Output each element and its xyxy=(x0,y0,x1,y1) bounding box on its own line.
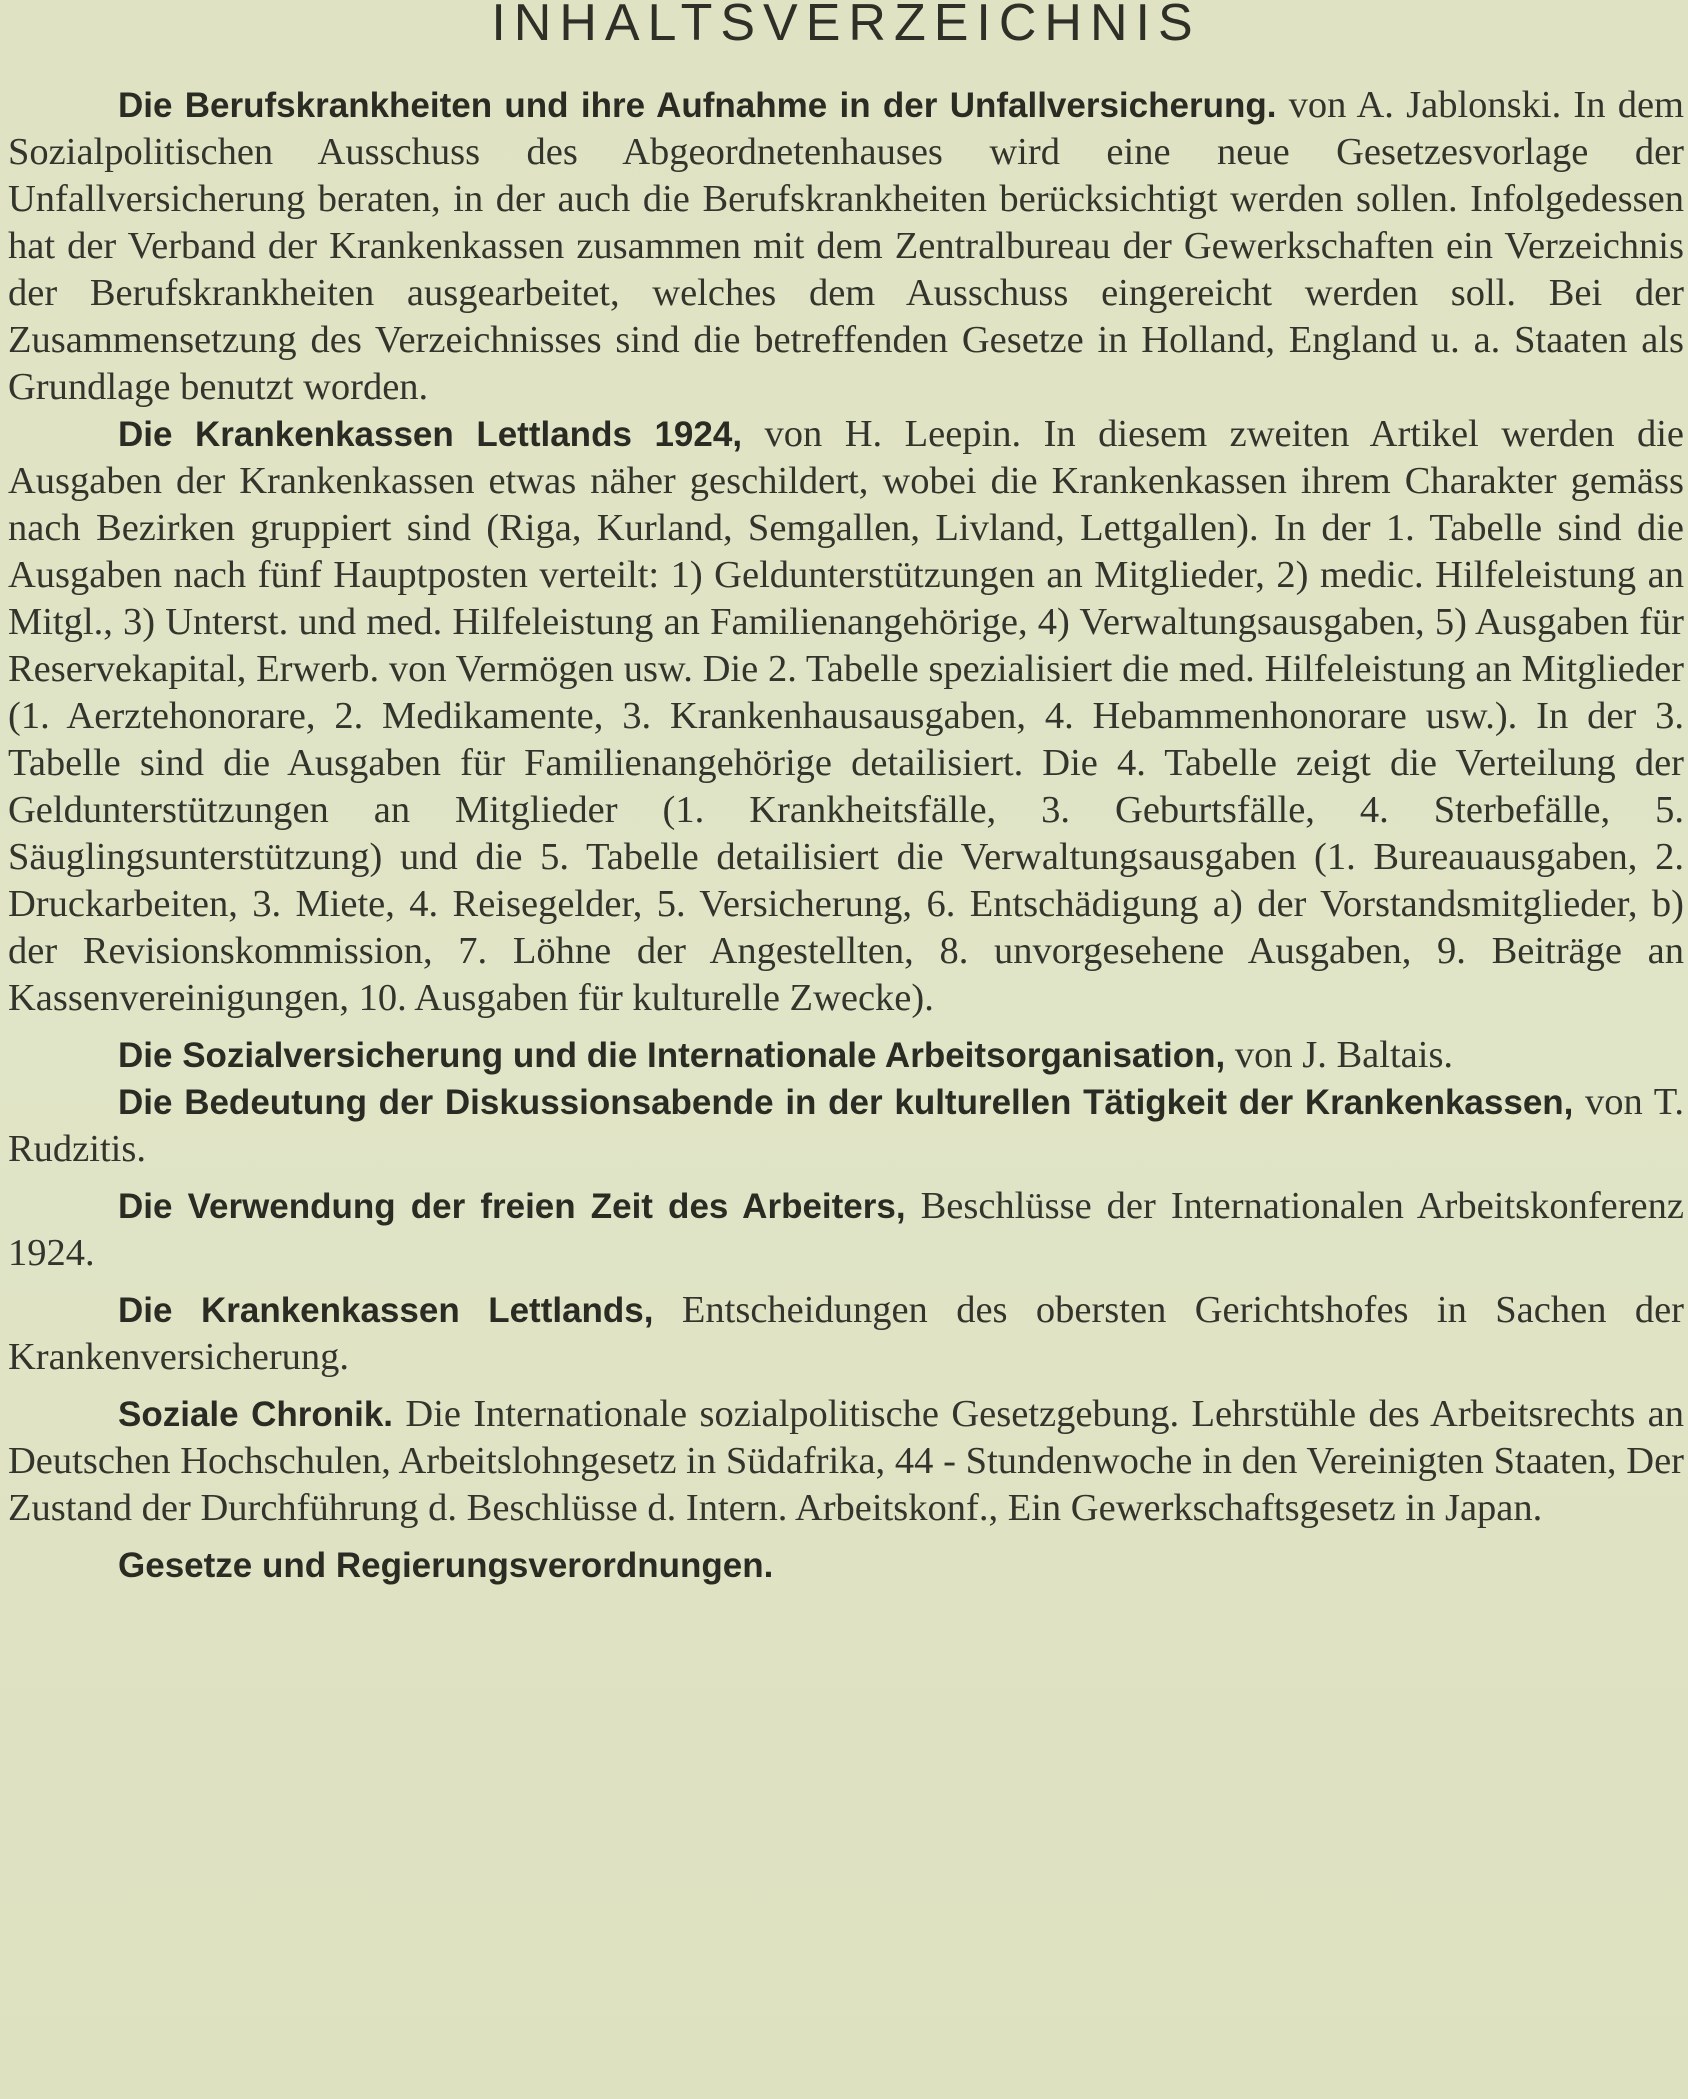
entry-text: Entscheidungen des obersten Gerichtshofes in Sachen der Krankenversicherung. xyxy=(8,1289,1684,1378)
entry-text: Beschlüsse der Internationalen Arbeitskonferenz 1924. xyxy=(8,1185,1684,1274)
entry-heading: Die Sozialversicherung und die Internationale Arbeitsorganisation, xyxy=(118,1036,1226,1075)
entry-heading: Die Berufskrankheiten und ihre Aufnahme in der Unfallversicherung. xyxy=(118,86,1277,125)
toc-entry-krankenkassen-1924 xyxy=(8,411,1684,1022)
toc-entry-entscheidungen xyxy=(8,1287,1684,1381)
toc-entries xyxy=(8,82,1684,1589)
toc-entry-diskussionsabende xyxy=(8,1079,1684,1173)
toc-entry-soziale-chronik xyxy=(8,1391,1684,1532)
entry-heading: Soziale Chronik. xyxy=(118,1395,394,1434)
entry-text: von J. Baltais. xyxy=(1225,1034,1454,1076)
page-title: INHALTSVERZEICHNIS xyxy=(491,0,1201,52)
toc-entry-berufskrankheiten xyxy=(8,82,1684,411)
entry-heading: Die Verwendung der freien Zeit des Arbeiters, xyxy=(118,1187,906,1226)
entry-heading: Die Bedeutung der Diskussionsabende in der kulturellen Tätigkeit der Krankenkassen, xyxy=(118,1083,1574,1122)
entry-text: von H. Leepin. In diesem zweiten Artikel werden die Ausgaben der Krankenkassen etwas näher geschildert, wobei die Krankenkassen ihrem Charakter gemäss nach Bezirken gruppiert sind (Riga, Kurland, Semgallen, Livland, Lettgallen). In der 1. Tabelle sind die Ausgaben nach fünf Hauptposten verteilt: 1) Geldunterstützungen an Mitglieder, 2) medic. Hilfeleistung an Mitgl., 3) Unterst. und med. Hilfeleistung an Familienangehörige, 4) Verwaltungsausgaben, 5) Ausgaben für Reservekapital, Erwerb. von Vermögen usw. Die 2. Tabelle spezialisiert die med. Hilfeleistung an Mitglieder (1. Aerztehonorare, 2. Medikamente, 3. Krankenhausausgaben, 4. Hebammenhonorare usw.). In der 3. Tabelle sind die Ausgaben für Familienangehörige detailisiert. Die 4. Tabelle zeigt die Verteilung der Geldunterstützungen an Mitglieder (1. Krankheitsfälle, 3. Geburtsfälle, 4. Sterbefälle, 5. Säuglingsunterstützung) und die 5. Tabelle detailisiert die Verwaltungsausgaben (1. Bureauausgaben, 2. Druckarbeiten, 3. Miete, 4. Reisegelder, 5. Versicherung, 6. Entschädigung a) der Vorstandsmitglieder, b) der Revisionskommission, 7. Löhne der Angestellten, 8. unvorgesehene Ausgaben, 9. Beiträge an Kassenvereinigungen, 10. Ausgaben für kulturelle Zwecke). xyxy=(8,413,1684,1019)
entry-heading: Gesetze und Regierungsverordnungen. xyxy=(118,1546,774,1585)
toc-entry-freie-zeit xyxy=(8,1183,1684,1277)
entry-heading: Die Krankenkassen Lettlands 1924, xyxy=(118,415,743,454)
entry-text: Die Internationale sozialpolitische Gesetzgebung. Lehrstühle des Arbeitsrechts an Deutschen Hochschulen, Arbeitslohngesetz in Südafrika, 44 - Stundenwoche in den Vereinigten Staaten, Der Zustand der Durchführung d. Beschlüsse d. Intern. Arbeitskonf., Ein Gewerkschaftsgesetz in Japan. xyxy=(8,1393,1685,1529)
toc-entry-sozialversicherung xyxy=(8,1032,1684,1079)
entry-text: von T. Rudzitis. xyxy=(8,1081,1685,1170)
toc-entry-gesetze xyxy=(8,1542,1684,1589)
entry-text: von A. Jablonski. In dem Sozialpolitischen Ausschuss des Abgeordnetenhauses wird eine neue Gesetzesvorlage der Unfallversicherung beraten, in der auch die Berufskrankheiten berücksichtigt werden sollen. Infolgedessen hat der Verband der Krankenkassen zusammen mit dem Zentralbureau der Gewerkschaften ein Verzeichnis der Berufskrankheiten ausgearbeitet, welches dem Ausschuss eingereicht werden soll. Bei der Zusammensetzung des Verzeichnisses sind die betreffenden Gesetze in Holland, England u. a. Staaten als Grundlage benutzt worden. xyxy=(8,84,1684,408)
entry-heading: Die Krankenkassen Lettlands, xyxy=(118,1291,654,1330)
